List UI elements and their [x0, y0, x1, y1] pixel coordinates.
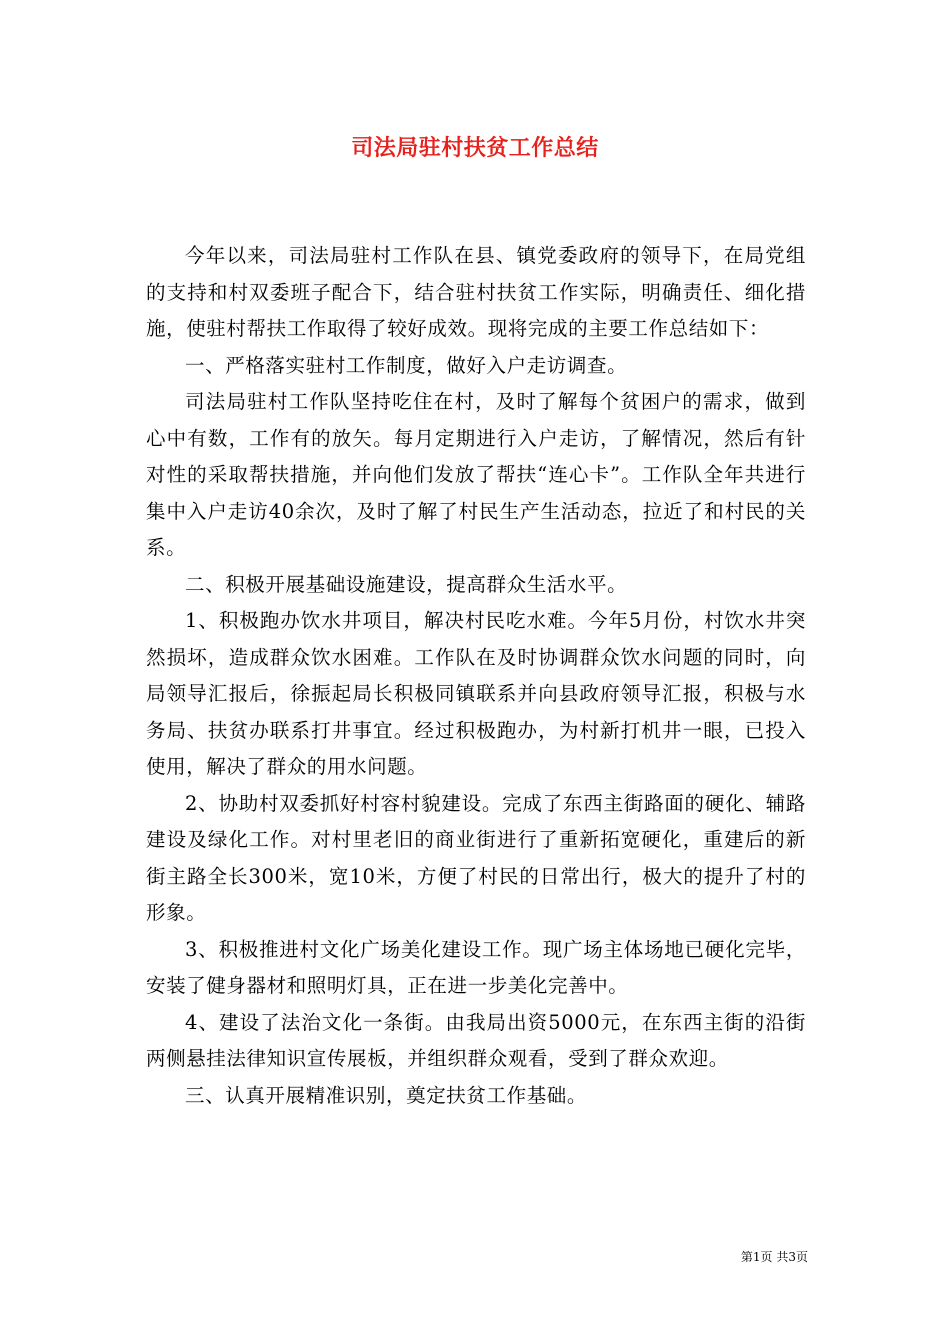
section-2-item-1: 1、积极跑办饮水井项目，解决村民吃水难。今年5月份，村饮水井突然损坏，造成群众饮水困难。工作队在及时协调群众饮水问题的同时，向局领导汇报后，徐振起局长积极同镇联系并向县政府领导汇报，积极与水务局、扶贫办联系打井事宜。经过积极跑办，为村新打机井一眼，已投入使用，解决了群众的用水问题。 [146, 609, 806, 778]
section-2-item-2: 2、协助村双委抓好村容村貌建设。完成了东西主街路面的硬化、辅路建设及绿化工作。对村里老旧的商业街进行了重新拓宽硬化，重建后的新街主路全长300米，宽10米，方便了村民的日常出行，极大的提升了村的形象。 [146, 791, 806, 924]
section-2-item-4: 4、建设了法治文化一条街。由我局出资5000元，在东西主街的沿街两侧悬挂法律知识宣传展板，并组织群众观看，受到了群众欢迎。 [146, 1010, 806, 1070]
intro-paragraph: 今年以来，司法局驻村工作队在县、镇党委政府的领导下，在局党组的支持和村双委班子配合下，结合驻村扶贫工作实际，明确责任、细化措施，使驻村帮扶工作取得了较好成效。现将完成的主要工作总结如下： [146, 244, 806, 340]
document-title: 司法局驻村扶贫工作总结 [351, 135, 599, 161]
section-heading-3: 三、认真开展精准识别，奠定扶贫工作基础。 [185, 1083, 588, 1107]
section-heading-1: 一、严格落实驻村工作制度，做好入户走访调查。 [185, 353, 628, 377]
section-heading-2: 二、积极开展基础设施建设，提高群众生活水平。 [185, 572, 628, 596]
section-2-item-3: 3、积极推进村文化广场美化建设工作。现广场主体场地已硬化完毕，安装了健身器材和照明灯具，正在进一步美化完善中。 [146, 937, 806, 997]
section-1-paragraph: 司法局驻村工作队坚持吃住在村，及时了解每个贫困户的需求，做到心中有数，工作有的放矢。每月定期进行入户走访，了解情况，然后有针对性的采取帮扶措施，并向他们发放了帮扶“连心卡”。工作队全年共进行集中入户走访40余次，及时了解了村民生产生活动态，拉近了和村民的关系。 [146, 390, 806, 559]
page-number-footer: 第1页 共3页 [740, 1250, 808, 1264]
document-body [146, 238, 806, 1114]
